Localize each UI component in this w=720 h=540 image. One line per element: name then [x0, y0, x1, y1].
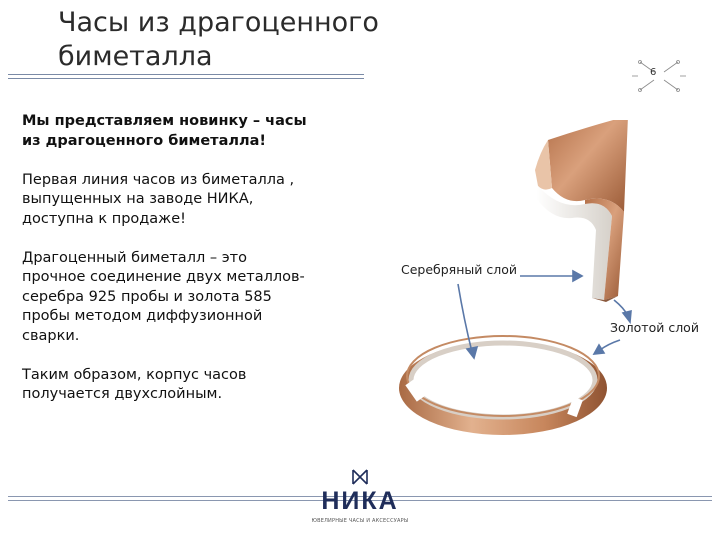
nika-emblem-icon	[351, 468, 369, 486]
brand-tagline: ЮВЕЛИРНЫЕ ЧАСЫ И АКСЕССУАРЫ	[311, 518, 409, 524]
brand-name: НИКА	[321, 487, 399, 515]
title-divider	[8, 74, 364, 79]
paragraph-bimetal: Драгоценный биметалл – это прочное соединение двух металлов- серебра 925 пробы и золота 585 пробы методом диффузионной сварки.	[22, 249, 305, 344]
brand-logo	[300, 462, 420, 530]
paragraph-result: Таким образом, корпус часов получается двухслойным.	[22, 366, 247, 402]
bimetal-case-illustration	[380, 120, 720, 460]
lead-paragraph: Мы представляем новинку – часы из драгоценного биметалла!	[22, 113, 307, 149]
compass-decoration-icon	[628, 52, 690, 100]
body-text	[22, 112, 312, 424]
paragraph-availability: Первая линия часов из биметалла , выпущенных на заводе НИКА, доступна к продаже!	[22, 171, 295, 227]
page-number: 6	[650, 67, 657, 78]
case-ring	[399, 336, 607, 435]
silver-layer-label: Серебряный слой	[401, 262, 517, 277]
case-cross-section	[535, 120, 628, 302]
slide-title: Часы из драгоценного биметалла	[58, 7, 379, 72]
gold-layer-label: Золотой слой	[610, 320, 699, 335]
